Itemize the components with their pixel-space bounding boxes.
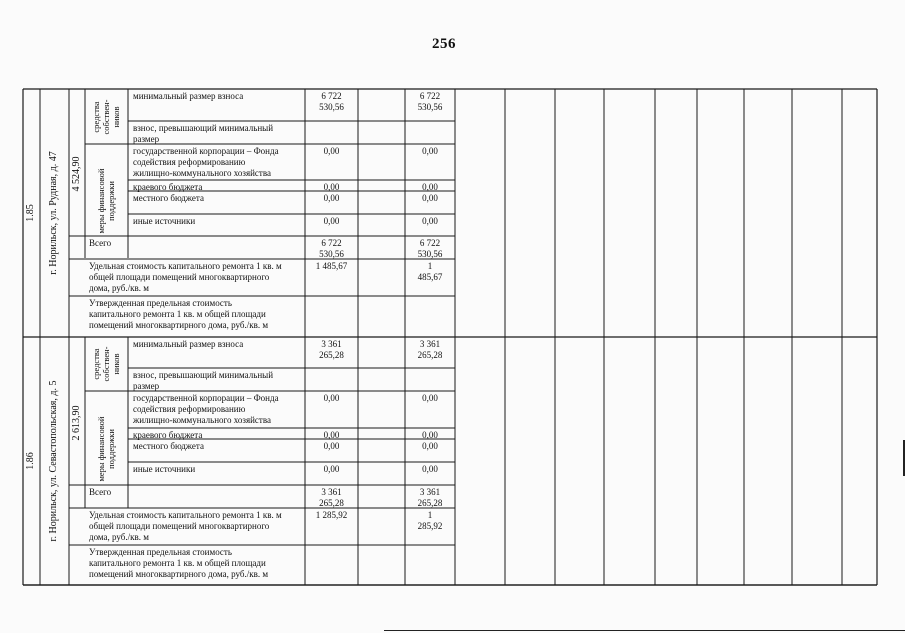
row-label-fund: государственной корпорации – Фонда содействия реформированию жилищно-коммунального хозяйства [133, 146, 279, 178]
value-2-other: 0,00 [422, 216, 438, 226]
value-1-fund: 0,00 [323, 146, 340, 156]
value-2-min_contribution: 6 722 530,56 [417, 91, 443, 112]
value-2-regional: 0,00 [422, 182, 438, 192]
value-2-total: 3 361 265,28 [417, 487, 443, 508]
total-area: 4 524,90 [71, 156, 82, 192]
value-1-min_contribution: 6 722 530,56 [319, 91, 344, 112]
value-1-regional: 0,00 [323, 430, 340, 440]
value-1-local: 0,00 [323, 441, 340, 451]
value-2-unit_cost: 1 285,92 [417, 510, 443, 531]
value-2-regional: 0,00 [422, 430, 438, 440]
row-label-limit_cost: Утвержденная предельная стоимость капитального ремонта 1 кв. м общей площади помещений многоквартирного дома, руб./кв. м [89, 298, 269, 330]
value-1-fund: 0,00 [323, 393, 340, 403]
value-2-unit_cost: 1 485,67 [417, 261, 443, 282]
value-1-regional: 0,00 [323, 182, 340, 192]
financial-support-group-label: меры финансовой поддержки [96, 168, 116, 234]
value-2-other: 0,00 [422, 464, 438, 474]
owner-funds-group-label: средства собствен- ников [91, 346, 121, 382]
value-1-other: 0,00 [323, 216, 340, 226]
page-edge-bottom [384, 630, 905, 631]
row-label-min_contribution: минимальный размер взноса [133, 339, 244, 349]
row-label-local: местного бюджета [133, 193, 204, 203]
row-label-local: местного бюджета [133, 441, 204, 451]
house-address: г. Норильск, ул. Рудная, д. 47 [48, 151, 59, 275]
block-number: 1.85 [25, 204, 36, 222]
value-2-min_contribution: 3 361 265,28 [417, 339, 443, 360]
value-1-local: 0,00 [323, 193, 340, 203]
row-label-other: иные источники [133, 464, 196, 474]
row-label-unit_cost: Удельная стоимость капитального ремонта 1 кв. м общей площади помещений многоквартирного дома, руб./кв. м [89, 510, 282, 542]
row-label-fund: государственной корпорации – Фонда содействия реформированию жилищно-коммунального хозяйства [133, 393, 279, 425]
page-number: 256 [432, 36, 456, 52]
block-number: 1.86 [25, 452, 36, 470]
value-1-total: 6 722 530,56 [319, 238, 344, 259]
row-label-over_min: взнос, превышающий минимальный размер [133, 370, 274, 391]
house-address: г. Норильск, ул. Севастопольская, д. 5 [48, 380, 59, 542]
value-2-fund: 0,00 [422, 393, 438, 403]
value-1-unit_cost: 1 285,92 [315, 510, 348, 520]
row-label-unit_cost: Удельная стоимость капитального ремонта 1 кв. м общей площади помещений многоквартирного дома, руб./кв. м [89, 261, 282, 293]
row-label-over_min: взнос, превышающий минимальный размер [133, 123, 274, 144]
value-1-unit_cost: 1 485,67 [315, 261, 348, 271]
row-label-other: иные источники [133, 216, 196, 226]
value-1-other: 0,00 [323, 464, 340, 474]
value-1-min_contribution: 3 361 265,28 [319, 339, 344, 360]
row-label-regional: краевого бюджета [133, 182, 203, 192]
row-label-min_contribution: минимальный размер взноса [133, 91, 244, 101]
row-label-limit_cost: Утвержденная предельная стоимость капитального ремонта 1 кв. м общей площади помещений многоквартирного дома, руб./кв. м [89, 547, 269, 579]
row-label-total: Всего [89, 487, 112, 497]
row-label-total: Всего [89, 238, 112, 248]
owner-funds-group-label: средства собствен- ников [91, 99, 121, 134]
financial-support-group-label: меры финансовой поддержки [96, 416, 116, 482]
value-2-total: 6 722 530,56 [417, 238, 443, 259]
row-label-regional: краевого бюджета [133, 430, 203, 440]
value-2-fund: 0,00 [422, 146, 438, 156]
value-2-local: 0,00 [422, 193, 438, 203]
total-area: 2 613,90 [71, 405, 82, 440]
value-1-total: 3 361 265,28 [319, 487, 344, 508]
value-2-local: 0,00 [422, 441, 438, 451]
